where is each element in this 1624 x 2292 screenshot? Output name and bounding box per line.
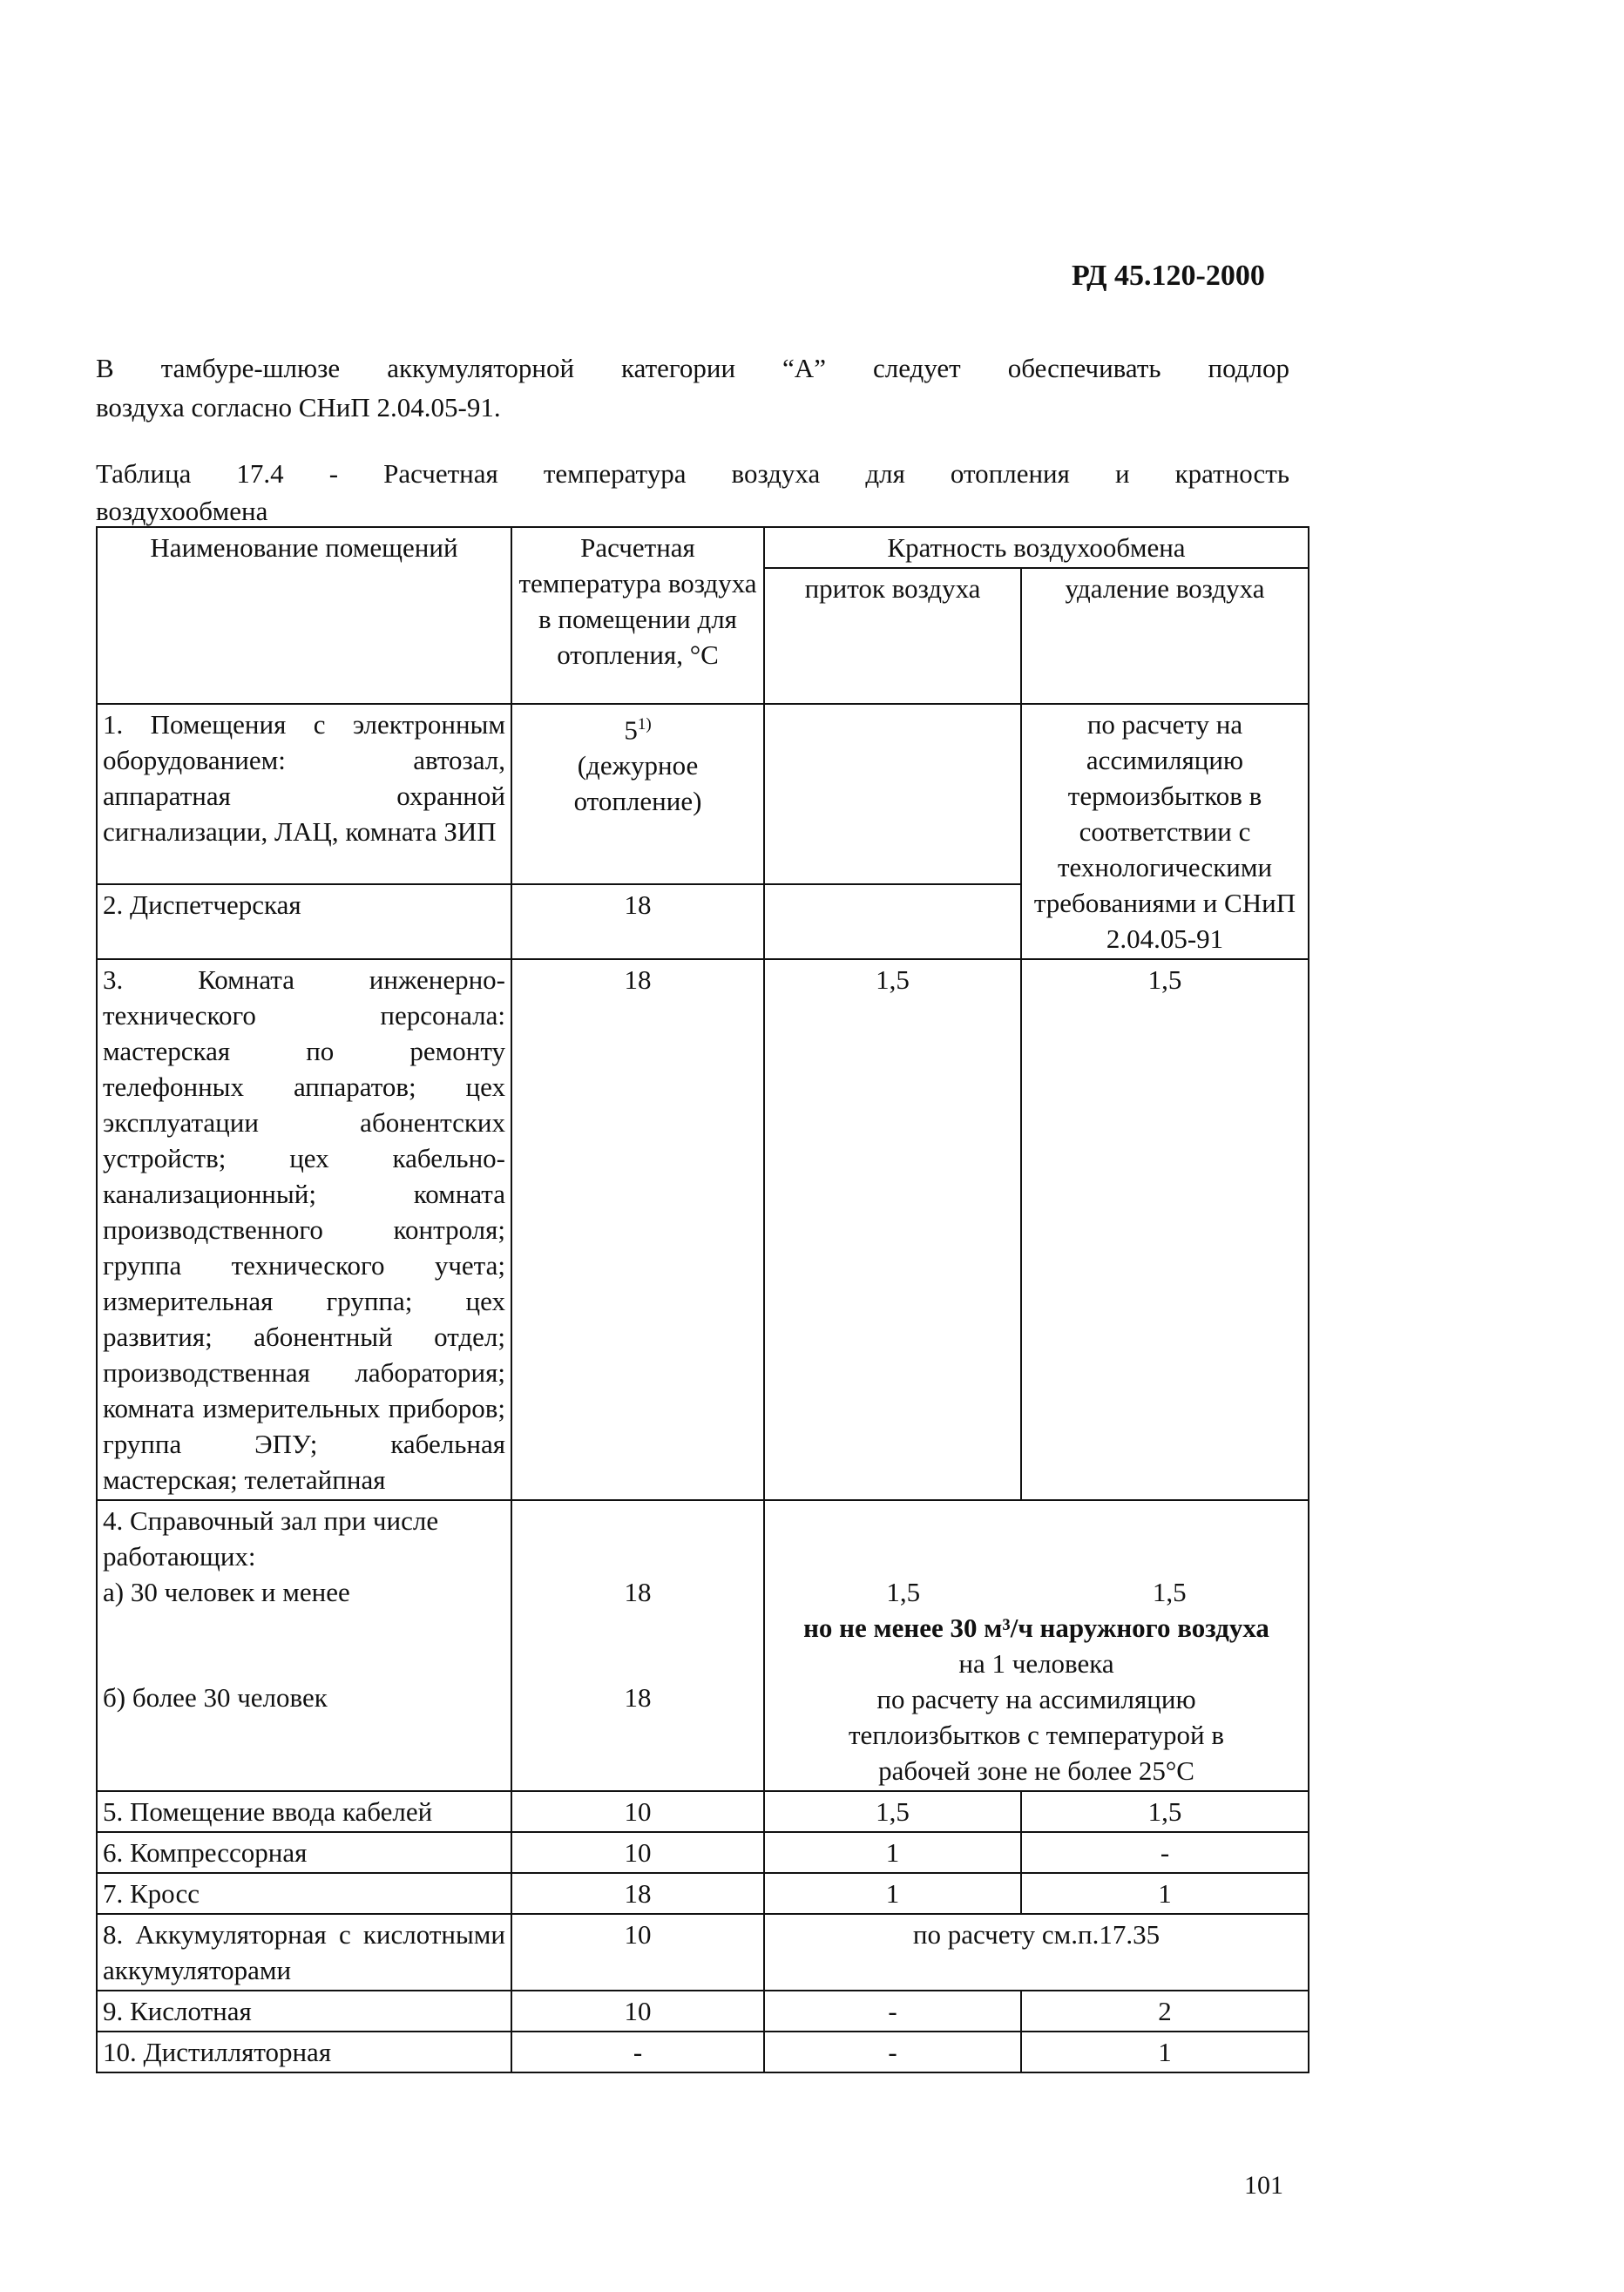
row-1-temp-note: 1) — [637, 715, 652, 734]
row-2-temp: 18 — [511, 884, 764, 959]
header-exhaust: удаление воздуха — [1021, 568, 1309, 704]
caption-word: Расчетная — [383, 458, 498, 489]
row-3-name: 3. Комната инженерно-технического персонала: мастерская по ремонту телефонных аппаратов; цех эксплуатации абонентских устройств; цех кабельно-канализационный; комната производственного контроля; группа технического учета; измерительная группа; цех развития; абонентный отдел; производственная лаборатория; комната измерительных приборов; группа ЭПУ; кабельная мастерская; телетайпная — [97, 959, 511, 1500]
row-5-exhaust: 1,5 — [1021, 1791, 1309, 1832]
row-9-supply: - — [764, 1991, 1021, 2032]
caption-word: температура — [543, 458, 687, 489]
row-1-temp-sub: (дежурное отопление) — [573, 750, 702, 817]
row-6-supply: 1 — [764, 1832, 1021, 1873]
row-4-note-b3: рабочей зоне не более 25°С — [878, 1755, 1194, 1786]
row-4-rates — [770, 1574, 1303, 1610]
row-4-name-a: а) 30 человек и менее — [103, 1577, 350, 1607]
caption-word: - — [328, 458, 339, 489]
row-4-note-a2: на 1 человека — [958, 1648, 1114, 1679]
caption-word: для — [865, 458, 905, 489]
table-row — [97, 1873, 1309, 1914]
row-8-name: 8. Аккумуляторная с кислотными аккумуляторами — [97, 1914, 511, 1991]
table-row — [97, 959, 1309, 1500]
row-3-exhaust: 1,5 — [1021, 959, 1309, 1500]
row-8-air: по расчету см.п.17.35 — [764, 1914, 1309, 1991]
row-4-note-a1: но не менее 30 м³/ч наружного воздуха — [803, 1613, 1269, 1643]
row-4-temp — [511, 1500, 764, 1791]
row-2-name: 2. Диспетчерская — [97, 884, 511, 959]
table-caption-line-2: воздухообмена — [96, 496, 268, 526]
row-4-exhaust: 1,5 — [1152, 1577, 1187, 1607]
intro-line-1: В тамбуре-шлюзе аккумуляторной категории “А” следует обеспечивать подлор — [96, 353, 1289, 383]
row-3-temp: 18 — [511, 959, 764, 1500]
row-1-name: 1. Помещения с электронным оборудованием: автозал, аппаратная охранной сигнализации, ЛАЦ, комната ЗИП — [97, 704, 511, 884]
row-10-exhaust: 1 — [1021, 2032, 1309, 2072]
row-7-exhaust: 1 — [1021, 1873, 1309, 1914]
row-10-name: 10. Дистилляторная — [97, 2032, 511, 2072]
row-4-temp-b: 18 — [624, 1682, 652, 1713]
intro-line-2: воздуха согласно СНиП 2.04.05-91. — [96, 392, 501, 423]
document-code: РД 45.120-2000 — [1072, 260, 1265, 292]
row-4-gap — [103, 1610, 505, 1680]
caption-word: Таблица — [96, 458, 192, 489]
table-caption-line-1 — [96, 455, 1289, 492]
table-caption — [96, 455, 1289, 530]
table-row — [97, 704, 1309, 884]
row-4-note-b1: по расчету на ассимиляцию — [876, 1684, 1196, 1714]
table-row — [97, 1991, 1309, 2032]
row-4-air — [764, 1500, 1309, 1791]
row-10-temp: - — [511, 2032, 764, 2072]
row-9-temp: 10 — [511, 1991, 764, 2032]
row-9-exhaust: 2 — [1021, 1991, 1309, 2032]
intro-paragraph — [96, 348, 1289, 427]
row-4-note-b2: теплоизбытков с температурой в — [848, 1720, 1225, 1750]
row-1-temp-value: 5 — [624, 714, 638, 746]
caption-word: 17.4 — [236, 458, 284, 489]
ventilation-table — [96, 526, 1309, 2073]
row-5-name: 5. Помещение ввода кабелей — [97, 1791, 511, 1832]
row-6-temp: 10 — [511, 1832, 764, 1873]
row-10-supply: - — [764, 2032, 1021, 2072]
header-temp: Расчетная температура воздуха в помещении для отопления, °С — [511, 527, 764, 704]
row-4-name — [97, 1500, 511, 1791]
header-name: Наименование помещений — [97, 527, 511, 704]
table-header-row — [97, 527, 1309, 568]
header-air-exchange: Кратность воздухообмена — [764, 527, 1309, 568]
row-7-temp: 18 — [511, 1873, 764, 1914]
table-row — [97, 2032, 1309, 2072]
table-row — [97, 1791, 1309, 1832]
row-4-supply: 1,5 — [886, 1577, 921, 1607]
row-7-supply: 1 — [764, 1873, 1021, 1914]
row-4-temp-a: 18 — [624, 1577, 652, 1607]
row-4-name-head: 4. Справочный зал при числе работающих: — [103, 1505, 439, 1572]
table-row — [97, 1914, 1309, 1991]
header-supply: приток воздуха — [764, 568, 1021, 704]
caption-word: и — [1114, 458, 1130, 489]
row-8-temp: 10 — [511, 1914, 764, 1991]
table-row — [97, 1500, 1309, 1791]
row-7-name: 7. Кросс — [97, 1873, 511, 1914]
rows-1-2-exhaust: по расчету на ассимиляцию термоизбытков в соответствии с технологическими требованиями и СНиП 2.04.05-91 — [1021, 704, 1309, 959]
caption-word: кратность — [1174, 458, 1289, 489]
row-9-name: 9. Кислотная — [97, 1991, 511, 2032]
row-5-temp: 10 — [511, 1791, 764, 1832]
page-number: 101 — [1244, 2171, 1283, 2200]
caption-word: воздуха — [731, 458, 821, 489]
row-6-exhaust: - — [1021, 1832, 1309, 1873]
row-1-supply — [764, 704, 1021, 884]
row-5-supply: 1,5 — [764, 1791, 1021, 1832]
row-6-name: 6. Компрессорная — [97, 1832, 511, 1873]
caption-word: отопления — [950, 458, 1070, 489]
row-3-supply: 1,5 — [764, 959, 1021, 1500]
table-row — [97, 1832, 1309, 1873]
row-4-name-b: б) более 30 человек — [103, 1682, 328, 1713]
row-1-temp — [511, 704, 764, 884]
row-2-supply — [764, 884, 1021, 959]
